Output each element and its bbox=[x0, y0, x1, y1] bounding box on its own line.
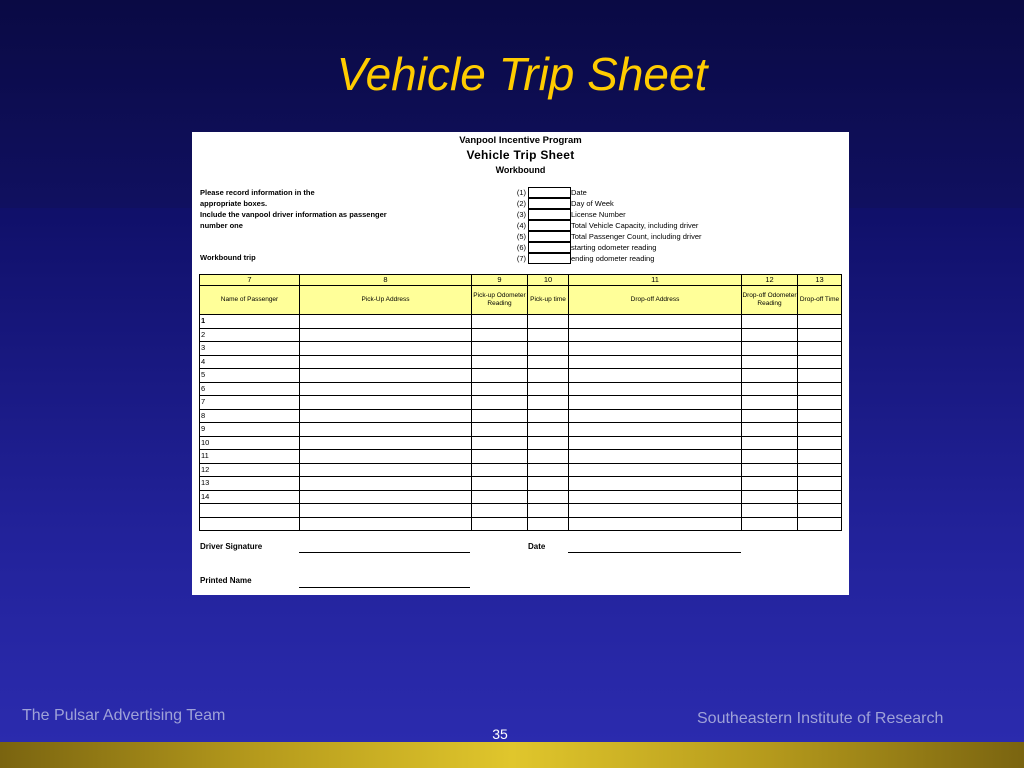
table-cell[interactable] bbox=[300, 490, 472, 504]
info-field-number: (6) bbox=[516, 243, 526, 252]
table-row bbox=[200, 328, 842, 342]
info-field-number: (4) bbox=[516, 221, 526, 230]
table-cell[interactable] bbox=[300, 315, 472, 329]
table-cell[interactable] bbox=[472, 490, 528, 504]
table-cell[interactable] bbox=[742, 517, 798, 531]
table-cell[interactable] bbox=[569, 504, 742, 518]
table-cell[interactable] bbox=[472, 382, 528, 396]
table-cell[interactable] bbox=[742, 450, 798, 464]
table-cell[interactable] bbox=[528, 436, 569, 450]
column-header: Drop-off Time bbox=[798, 286, 842, 315]
table-cell[interactable] bbox=[472, 315, 528, 329]
printed-name-line[interactable] bbox=[299, 587, 470, 588]
table-row bbox=[200, 409, 842, 423]
table-cell[interactable] bbox=[528, 463, 569, 477]
column-header: Pick-Up Address bbox=[300, 286, 472, 315]
column-number: 12 bbox=[742, 275, 798, 286]
table-row bbox=[200, 436, 842, 450]
passenger-number-cell[interactable]: 1 bbox=[200, 315, 300, 329]
table-cell[interactable] bbox=[528, 355, 569, 369]
info-field-input-box[interactable] bbox=[528, 231, 571, 242]
table-cell[interactable] bbox=[569, 328, 742, 342]
instruction-line: Include the vanpool driver information as passenger bbox=[200, 210, 387, 219]
table-cell[interactable] bbox=[472, 369, 528, 383]
table-cell[interactable] bbox=[742, 409, 798, 423]
table-row bbox=[200, 382, 842, 396]
table-cell[interactable] bbox=[472, 517, 528, 531]
table-cell[interactable] bbox=[300, 436, 472, 450]
table-cell[interactable] bbox=[300, 409, 472, 423]
direction-label: Workbound bbox=[495, 165, 546, 175]
table-cell[interactable] bbox=[798, 436, 842, 450]
instruction-line: number one bbox=[200, 221, 243, 230]
passenger-number-cell[interactable]: 14 bbox=[200, 490, 300, 504]
table-cell[interactable] bbox=[742, 423, 798, 437]
column-header: Drop-off Odometer Reading bbox=[742, 286, 798, 315]
table-cell[interactable] bbox=[528, 423, 569, 437]
column-number-row bbox=[200, 275, 842, 286]
column-number: 10 bbox=[528, 275, 569, 286]
table-cell[interactable] bbox=[798, 450, 842, 464]
table-cell[interactable] bbox=[742, 355, 798, 369]
table-cell[interactable] bbox=[798, 409, 842, 423]
table-cell[interactable] bbox=[300, 328, 472, 342]
info-field-number: (2) bbox=[516, 199, 526, 208]
table-cell[interactable] bbox=[528, 369, 569, 383]
trip-sheet-form bbox=[192, 132, 849, 595]
table-row bbox=[200, 342, 842, 356]
table-cell[interactable] bbox=[798, 477, 842, 491]
table-cell[interactable] bbox=[742, 477, 798, 491]
table-cell[interactable] bbox=[798, 423, 842, 437]
table-cell[interactable] bbox=[300, 477, 472, 491]
table-cell[interactable] bbox=[742, 328, 798, 342]
table-cell[interactable] bbox=[528, 450, 569, 464]
table-cell[interactable] bbox=[528, 504, 569, 518]
table-cell[interactable] bbox=[528, 396, 569, 410]
passenger-number-cell[interactable]: 13 bbox=[200, 477, 300, 491]
table-cell[interactable] bbox=[472, 450, 528, 464]
passenger-number-cell[interactable]: 9 bbox=[200, 423, 300, 437]
table-cell[interactable] bbox=[798, 504, 842, 518]
passenger-table bbox=[199, 274, 842, 531]
table-row bbox=[200, 517, 842, 531]
table-cell[interactable] bbox=[300, 355, 472, 369]
column-header-row bbox=[200, 286, 842, 315]
table-cell[interactable] bbox=[798, 342, 842, 356]
table-cell[interactable] bbox=[569, 396, 742, 410]
table-cell[interactable] bbox=[798, 463, 842, 477]
passenger-number-cell[interactable] bbox=[200, 504, 300, 518]
table-cell[interactable] bbox=[569, 409, 742, 423]
table-cell[interactable] bbox=[528, 409, 569, 423]
info-field-input-box[interactable] bbox=[528, 198, 571, 209]
table-cell[interactable] bbox=[742, 504, 798, 518]
signature-date-label: Date bbox=[528, 542, 546, 551]
table-cell[interactable] bbox=[472, 328, 528, 342]
table-cell[interactable] bbox=[300, 423, 472, 437]
table-cell[interactable] bbox=[742, 396, 798, 410]
table-cell[interactable] bbox=[798, 490, 842, 504]
passenger-number-cell[interactable]: 3 bbox=[200, 342, 300, 356]
table-cell[interactable] bbox=[528, 315, 569, 329]
table-cell[interactable] bbox=[742, 342, 798, 356]
driver-signature-label: Driver Signature bbox=[200, 542, 263, 551]
info-field-label: License Number bbox=[571, 210, 626, 219]
table-cell[interactable] bbox=[742, 436, 798, 450]
table-cell[interactable] bbox=[742, 382, 798, 396]
footer-institute-name: Southeastern Institute of Research bbox=[697, 710, 944, 727]
passenger-number-cell[interactable]: 4 bbox=[200, 355, 300, 369]
table-row bbox=[200, 477, 842, 491]
table-cell[interactable] bbox=[528, 477, 569, 491]
column-number: 13 bbox=[798, 275, 842, 286]
table-row bbox=[200, 355, 842, 369]
table-cell[interactable] bbox=[528, 342, 569, 356]
sheet-title: Vehicle Trip Sheet bbox=[466, 148, 575, 162]
info-field-label: starting odometer reading bbox=[571, 243, 657, 252]
table-cell[interactable] bbox=[300, 396, 472, 410]
printed-name-label: Printed Name bbox=[200, 576, 252, 585]
table-cell[interactable] bbox=[569, 423, 742, 437]
page-number: 35 bbox=[492, 726, 508, 742]
table-cell[interactable] bbox=[569, 315, 742, 329]
table-cell[interactable] bbox=[798, 355, 842, 369]
table-cell[interactable] bbox=[472, 342, 528, 356]
table-cell[interactable] bbox=[300, 382, 472, 396]
table-cell[interactable] bbox=[300, 504, 472, 518]
column-number: 9 bbox=[472, 275, 528, 286]
table-row bbox=[200, 369, 842, 383]
program-title: Vanpool Incentive Program bbox=[459, 135, 582, 146]
driver-signature-line[interactable] bbox=[299, 552, 470, 553]
table-cell[interactable] bbox=[742, 490, 798, 504]
table-cell[interactable] bbox=[300, 450, 472, 464]
footer-team-name: The Pulsar Advertising Team bbox=[22, 707, 226, 724]
info-field-input-box[interactable] bbox=[528, 220, 571, 231]
column-number: 8 bbox=[300, 275, 472, 286]
table-row bbox=[200, 423, 842, 437]
info-field-label: Total Vehicle Capacity, including driver bbox=[571, 221, 699, 230]
table-row bbox=[200, 396, 842, 410]
bottom-gold-bar bbox=[0, 742, 1024, 768]
table-cell[interactable] bbox=[300, 517, 472, 531]
info-field-input-box[interactable] bbox=[528, 187, 571, 198]
column-number: 7 bbox=[200, 275, 300, 286]
table-cell[interactable] bbox=[472, 477, 528, 491]
passenger-number-cell[interactable]: 10 bbox=[200, 436, 300, 450]
info-field-label: Total Passenger Count, including driver bbox=[571, 232, 702, 241]
info-field-input-box[interactable] bbox=[528, 253, 571, 264]
passenger-number-cell[interactable]: 2 bbox=[200, 328, 300, 342]
table-cell[interactable] bbox=[528, 382, 569, 396]
table-cell[interactable] bbox=[528, 490, 569, 504]
table-cell[interactable] bbox=[798, 517, 842, 531]
table-cell[interactable] bbox=[472, 409, 528, 423]
trip-label: Workbound trip bbox=[200, 253, 256, 262]
slide-title: Vehicle Trip Sheet bbox=[336, 48, 708, 100]
table-cell[interactable] bbox=[798, 369, 842, 383]
table-cell[interactable] bbox=[300, 463, 472, 477]
table-cell[interactable] bbox=[798, 382, 842, 396]
info-field-label: Day of Week bbox=[571, 199, 614, 208]
table-cell[interactable] bbox=[472, 423, 528, 437]
passenger-number-cell[interactable]: 5 bbox=[200, 369, 300, 383]
table-cell[interactable] bbox=[569, 382, 742, 396]
info-field-number: (3) bbox=[516, 210, 526, 219]
column-number: 11 bbox=[569, 275, 742, 286]
column-header: Pick-up time bbox=[528, 286, 569, 315]
info-field-number: (5) bbox=[516, 232, 526, 241]
info-field-number: (1) bbox=[516, 188, 526, 197]
passenger-number-cell[interactable] bbox=[200, 517, 300, 531]
info-field-label: ending odometer reading bbox=[571, 254, 655, 263]
table-cell[interactable] bbox=[742, 369, 798, 383]
table-cell[interactable] bbox=[742, 463, 798, 477]
column-header: Pick-up Odometer Reading bbox=[472, 286, 528, 315]
passenger-number-cell[interactable]: 8 bbox=[200, 409, 300, 423]
table-cell[interactable] bbox=[569, 463, 742, 477]
passenger-number-cell[interactable]: 11 bbox=[200, 450, 300, 464]
table-cell[interactable] bbox=[528, 328, 569, 342]
instruction-line: appropriate boxes. bbox=[200, 199, 268, 208]
table-cell[interactable] bbox=[569, 477, 742, 491]
table-cell[interactable] bbox=[798, 315, 842, 329]
table-cell[interactable] bbox=[528, 517, 569, 531]
passenger-number-cell[interactable]: 12 bbox=[200, 463, 300, 477]
signature-date-line[interactable] bbox=[568, 552, 741, 553]
table-cell[interactable] bbox=[569, 436, 742, 450]
table-cell[interactable] bbox=[569, 342, 742, 356]
column-header: Name of Passenger bbox=[200, 286, 300, 315]
table-cell[interactable] bbox=[569, 369, 742, 383]
table-cell[interactable] bbox=[472, 396, 528, 410]
table-cell[interactable] bbox=[472, 463, 528, 477]
table-cell[interactable] bbox=[472, 355, 528, 369]
table-cell[interactable] bbox=[300, 369, 472, 383]
table-cell[interactable] bbox=[569, 355, 742, 369]
table-cell[interactable] bbox=[742, 315, 798, 329]
passenger-number-cell[interactable]: 7 bbox=[200, 396, 300, 410]
table-cell[interactable] bbox=[569, 450, 742, 464]
passenger-number-cell[interactable]: 6 bbox=[200, 382, 300, 396]
table-cell[interactable] bbox=[798, 328, 842, 342]
table-cell[interactable] bbox=[569, 490, 742, 504]
table-row bbox=[200, 463, 842, 477]
table-row bbox=[200, 490, 842, 504]
table-cell[interactable] bbox=[472, 436, 528, 450]
table-cell[interactable] bbox=[569, 517, 742, 531]
info-field-number: (7) bbox=[516, 254, 526, 263]
table-cell[interactable] bbox=[798, 396, 842, 410]
table-cell[interactable] bbox=[300, 342, 472, 356]
column-header: Drop-off Address bbox=[569, 286, 742, 315]
table-cell[interactable] bbox=[472, 504, 528, 518]
info-field-input-box[interactable] bbox=[528, 209, 571, 220]
info-field-input-box[interactable] bbox=[528, 242, 571, 253]
instruction-line: Please record information in the bbox=[200, 188, 315, 197]
table-row bbox=[200, 315, 842, 329]
table-row bbox=[200, 450, 842, 464]
table-row bbox=[200, 504, 842, 518]
info-field-label: Date bbox=[571, 188, 587, 197]
